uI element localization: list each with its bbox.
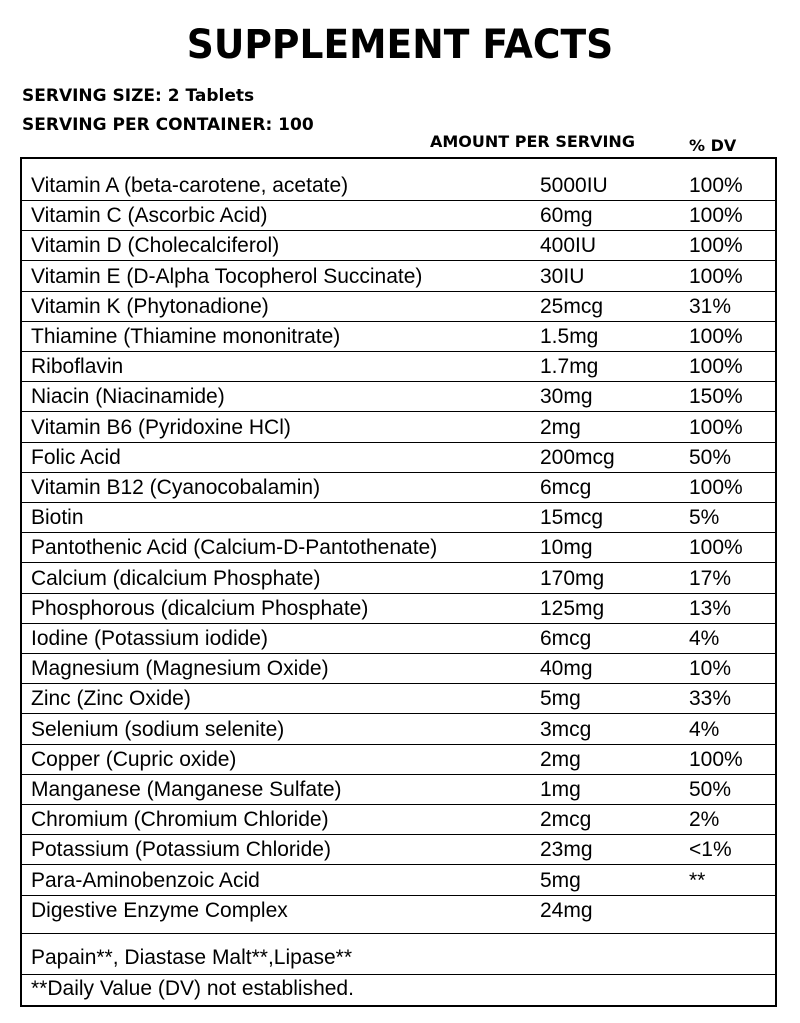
serving-size: SERVING SIZE: 2 Tablets	[22, 86, 255, 106]
nutrient-amount: 125mg	[540, 596, 605, 620]
nutrient-daily-value: 100%	[689, 174, 743, 197]
nutrient-daily-value: 100%	[689, 204, 743, 228]
nutrient-amount: 6mcg	[540, 627, 592, 650]
nutrient-row	[22, 775, 775, 805]
nutrient-daily-value: 100%	[689, 264, 743, 288]
nutrient-name: Digestive Enzyme Complex	[31, 898, 288, 922]
amount-per-serving-header: AMOUNT PER SERVING	[430, 132, 635, 151]
nutrient-amount: 2mg	[540, 747, 581, 771]
nutrient-amount: 6mcg	[540, 476, 592, 499]
nutrient-daily-value: 100%	[689, 325, 743, 348]
nutrient-row	[22, 896, 775, 934]
nutrient-daily-value: 10%	[689, 657, 732, 681]
nutrient-amount: 30mg	[540, 385, 593, 409]
nutrient-row	[22, 262, 775, 292]
nutrient-daily-value: 31%	[689, 294, 732, 318]
nutrient-name: Selenium (sodium selenite)	[31, 717, 285, 741]
nutrient-name: Iodine (Potassium iodide)	[31, 627, 268, 650]
nutrient-name: Riboflavin	[31, 355, 124, 379]
nutrient-daily-value: 5%	[689, 506, 720, 530]
nutrient-amount: 3mcg	[540, 717, 592, 741]
nutrient-name: Vitamin B12 (Cyanocobalamin)	[31, 476, 321, 499]
nutrient-amount: 5mg	[540, 687, 581, 711]
nutrient-name: Zinc (Zinc Oxide)	[31, 687, 191, 711]
nutrient-row	[22, 624, 775, 654]
nutrient-amount: 60mg	[540, 204, 593, 228]
supplement-facts-table	[20, 157, 777, 1007]
nutrient-daily-value: 100%	[689, 415, 743, 439]
nutrient-row	[22, 654, 775, 684]
nutrient-daily-value: 17%	[689, 566, 732, 590]
nutrient-name: Phosphorous (dicalcium Phosphate)	[31, 596, 369, 620]
nutrient-row	[22, 805, 775, 835]
nutrient-name: Pantothenic Acid (Calcium-D-Pantothenate)	[31, 536, 438, 560]
nutrient-row	[22, 594, 775, 624]
nutrient-row	[22, 835, 775, 865]
nutrient-row	[22, 473, 775, 503]
nutrient-daily-value: 4%	[689, 717, 720, 741]
nutrient-amount: 2mg	[540, 415, 581, 439]
nutrient-row	[22, 745, 775, 775]
nutrient-amount: 1.7mg	[540, 355, 599, 379]
nutrient-name: Thiamine (Thiamine mononitrate)	[31, 325, 341, 348]
nutrient-daily-value: 50%	[689, 445, 732, 469]
nutrient-row	[22, 231, 775, 261]
nutrient-row	[22, 503, 775, 533]
nutrient-row	[22, 292, 775, 322]
nutrient-amount: 15mcg	[540, 506, 604, 530]
nutrient-row	[22, 382, 775, 412]
nutrient-amount: 5mg	[540, 868, 581, 892]
nutrient-amount: 400IU	[540, 234, 597, 258]
nutrient-name: Vitamin D (Cholecalciferol)	[31, 234, 280, 258]
nutrient-amount: 2mcg	[540, 808, 592, 832]
footnote: **Daily Value (DV) not established.	[31, 977, 354, 1000]
nutrient-daily-value: 100%	[689, 355, 743, 379]
nutrient-daily-value: **	[689, 868, 706, 892]
nutrient-amount: 40mg	[540, 657, 593, 681]
page-title: SUPPLEMENT FACTS	[186, 22, 614, 68]
nutrient-name: Vitamin B6 (Pyridoxine HCl)	[31, 415, 291, 439]
nutrient-name: Niacin (Niacinamide)	[31, 385, 225, 409]
nutrient-name: Para-Aminobenzoic Acid	[31, 868, 260, 892]
nutrient-daily-value: 100%	[689, 536, 743, 560]
nutrient-name: Magnesium (Magnesium Oxide)	[31, 657, 329, 681]
nutrient-amount: 5000IU	[540, 174, 608, 197]
nutrient-name: Vitamin E (D-Alpha Tocopherol Succinate)	[31, 264, 423, 288]
nutrient-row	[22, 352, 775, 382]
nutrient-row	[22, 715, 775, 745]
nutrient-row	[22, 443, 775, 473]
nutrient-amount: 200mcg	[540, 445, 615, 469]
nutrient-daily-value: 4%	[689, 627, 720, 650]
nutrient-amount: 10mg	[540, 536, 593, 560]
nutrient-row	[22, 564, 775, 594]
nutrient-name: Manganese (Manganese Sulfate)	[31, 778, 342, 801]
nutrient-name: Potassium (Potassium Chloride)	[31, 838, 331, 862]
nutrient-row	[22, 201, 775, 231]
nutrient-name: Folic Acid	[31, 445, 121, 469]
nutrient-daily-value: 100%	[689, 747, 743, 771]
nutrient-name: Vitamin A (beta-carotene, acetate)	[31, 174, 349, 197]
nutrient-name: Biotin	[31, 506, 84, 530]
nutrient-name: Chromium (Chromium Chloride)	[31, 808, 329, 832]
enzyme-blend-line: Papain**, Diastase Malt**,Lipase**	[22, 941, 775, 975]
nutrient-row	[22, 533, 775, 563]
nutrient-amount: 25mcg	[540, 294, 604, 318]
nutrient-row	[22, 866, 775, 896]
nutrient-amount: 24mg	[540, 898, 593, 922]
nutrient-daily-value: 33%	[689, 687, 732, 711]
daily-value-header: % DV	[689, 136, 737, 155]
nutrient-name: Vitamin C (Ascorbic Acid)	[31, 204, 268, 228]
nutrient-daily-value: <1%	[689, 838, 732, 862]
nutrient-daily-value: 100%	[689, 476, 743, 499]
nutrient-row	[22, 684, 775, 714]
nutrient-daily-value: 13%	[689, 596, 732, 620]
nutrient-name: Vitamin K (Phytonadione)	[31, 294, 269, 318]
nutrient-name: Calcium (dicalcium Phosphate)	[31, 566, 321, 590]
nutrient-daily-value: 150%	[689, 385, 743, 409]
nutrient-amount: 30IU	[540, 264, 585, 288]
nutrient-row	[22, 171, 775, 201]
nutrient-row	[22, 322, 775, 352]
nutrient-daily-value: 2%	[689, 808, 720, 832]
nutrient-amount: 23mg	[540, 838, 593, 862]
nutrient-daily-value: 100%	[689, 234, 743, 258]
nutrient-row	[22, 413, 775, 443]
nutrient-amount: 170mg	[540, 566, 605, 590]
nutrient-name: Copper (Cupric oxide)	[31, 747, 237, 771]
nutrient-daily-value: 50%	[689, 778, 732, 801]
nutrient-amount: 1mg	[540, 778, 581, 801]
nutrient-amount: 1.5mg	[540, 325, 599, 348]
serving-per-container: SERVING PER CONTAINER: 100	[22, 115, 314, 135]
